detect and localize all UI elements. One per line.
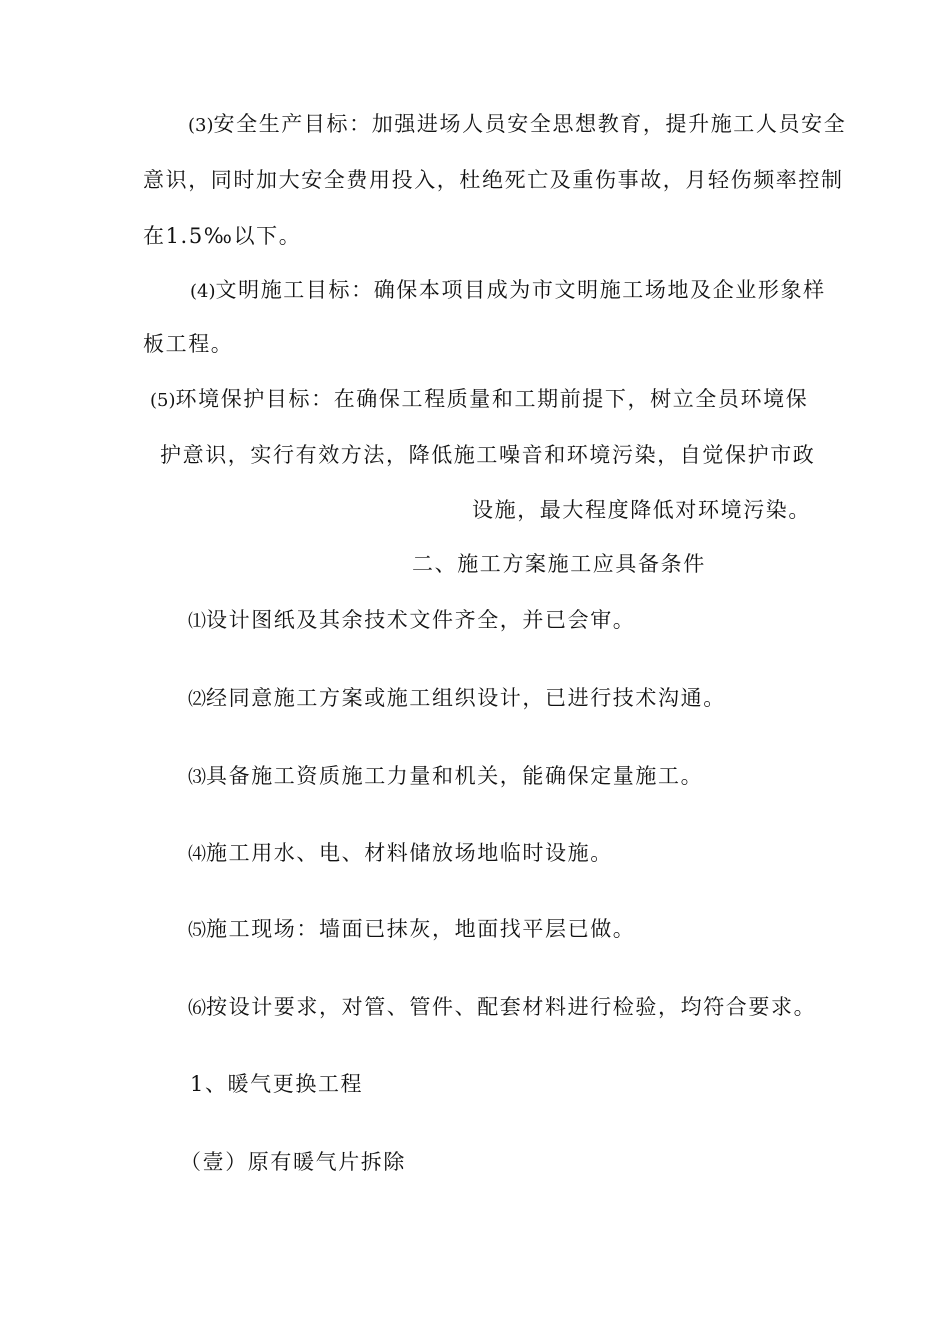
civilized-goal-line-1: [190, 276, 826, 306]
condition-text: 施工用水、电、材料储放场地临时设施。: [206, 841, 613, 865]
section-heading: 二、施工方案施工应具备条件: [412, 552, 706, 576]
civilized-goal-line-2: 板工程。: [143, 332, 234, 356]
safety-goal-line-3: 在1.5‰以下。: [143, 224, 302, 248]
subsection-heading: 1、暖气更换工程: [190, 1072, 364, 1096]
condition-number: ⑷: [188, 844, 206, 865]
civilized-goal-number: (4): [190, 281, 216, 302]
condition-number: ⑴: [188, 611, 206, 632]
safety-goal-line-1: [188, 110, 846, 140]
condition-text: 施工现场：墙面已抹灰，地面找平层已做。: [206, 917, 636, 941]
safety-goal-number: (3): [188, 115, 214, 136]
civilized-goal-text: 文明施工目标：确保本项目成为市文明施工场地及企业形象样: [215, 278, 826, 302]
environment-goal-line-1: [150, 385, 808, 415]
condition-item-5: [188, 915, 635, 945]
item-heading: （壹）原有暖气片拆除: [180, 1150, 406, 1174]
condition-item-4: [188, 839, 613, 869]
condition-number: ⑹: [188, 998, 206, 1019]
condition-text: 具备施工资质施工力量和机关，能确保定量施工。: [206, 764, 704, 788]
environment-goal-text: 环境保护目标：在确保工程质量和工期前提下，树立全员环境保: [175, 387, 809, 411]
condition-item-6: [188, 993, 816, 1023]
safety-goal-text: 安全生产目标：加强进场人员安全思想教育，提升施工人员安全: [213, 112, 847, 136]
condition-number: ⑶: [188, 767, 206, 788]
condition-number: ⑵: [188, 689, 206, 710]
condition-text: 按设计要求，对管、管件、配套材料进行检验，均符合要求。: [206, 995, 817, 1019]
condition-text: 设计图纸及其余技术文件齐全，并已会审。: [206, 608, 636, 632]
condition-text: 经同意施工方案或施工组织设计，已进行技术沟通。: [206, 686, 726, 710]
environment-goal-number: (5): [150, 390, 176, 411]
condition-item-2: [188, 684, 726, 714]
condition-item-1: [188, 606, 635, 636]
environment-goal-line-3: 设施，最大程度降低对环境污染。: [472, 498, 811, 522]
safety-goal-line-2: 意识，同时加大安全费用投入，杜绝死亡及重伤事故，月轻伤频率控制: [143, 168, 844, 192]
condition-number: ⑸: [188, 920, 206, 941]
condition-item-3: [188, 762, 703, 792]
environment-goal-line-2: 护意识，实行有效方法，降低施工噪音和环境污染，自觉保护市政: [160, 443, 816, 467]
